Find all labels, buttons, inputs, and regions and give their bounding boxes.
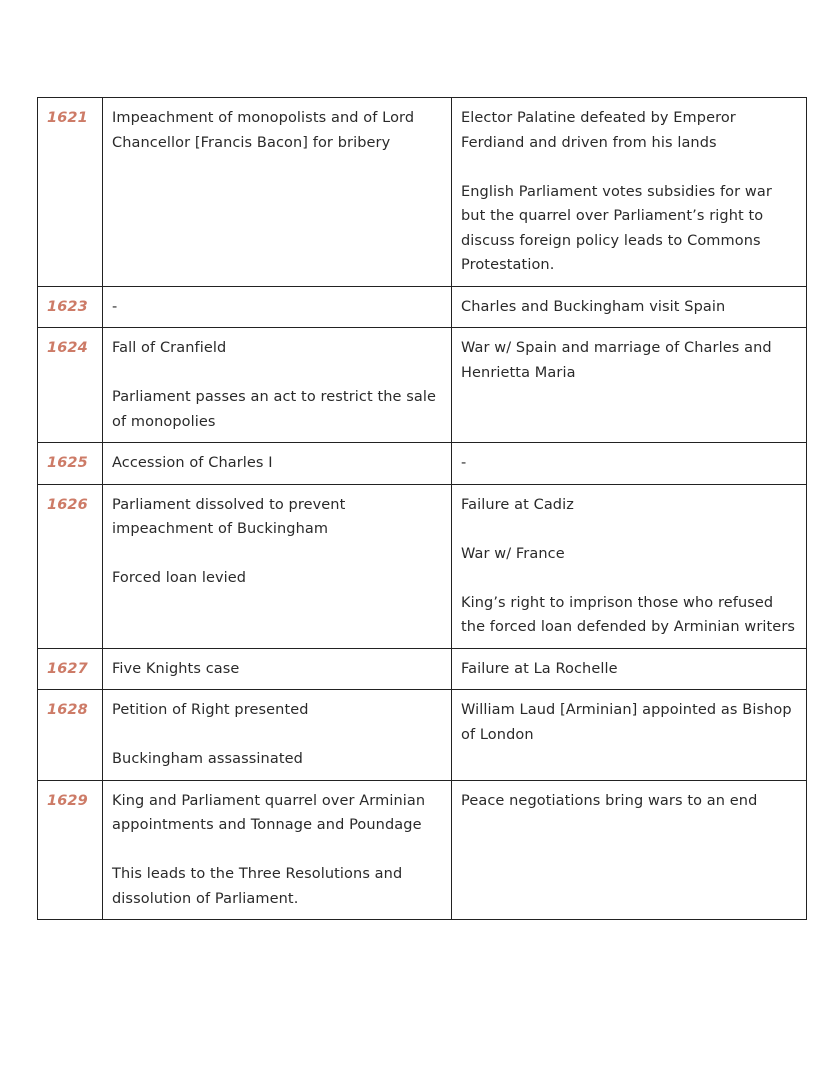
event-text: This leads to the Three Resolutions and dissolution of Parliament. [112,866,403,907]
year-cell: 1621 [38,98,103,287]
table-row [38,286,807,328]
event-text: King’s right to imprison those who refused the forced loan defended by Arminian writers [461,594,796,635]
event-text: War w/ Spain and marriage of Charles and Henrietta Maria [461,340,772,381]
year-cell: 1627 [38,648,103,690]
event-text: King and Parliament quarrel over Arminian appointments and Tonnage and Poundage [112,792,426,833]
year-cell: 1626 [38,484,103,648]
domestic-events-cell [103,780,452,920]
foreign-events-cell [452,690,807,781]
year-cell: 1625 [38,443,103,485]
foreign-events-cell [452,443,807,485]
event-text: William Laud [Arminian] appointed as Bishop of London [461,702,792,743]
year-cell: 1629 [38,780,103,920]
table-row [38,328,807,443]
table-row [38,98,807,287]
event-text: Impeachment of monopolists and of Lord Chancellor [Francis Bacon] for bribery [112,110,415,151]
event-text: Buckingham assassinated [112,751,303,767]
event-text: Parliament passes an act to restrict the sale of monopolies [112,389,437,430]
event-text: Elector Palatine defeated by Emperor Ferdiand and driven from his lands [461,110,736,151]
event-text: - [461,455,467,471]
event-text: Parliament dissolved to prevent impeachment of Buckingham [112,496,346,537]
foreign-events-cell [452,286,807,328]
domestic-events-cell [103,443,452,485]
year-cell: 1624 [38,328,103,443]
domestic-events-cell [103,648,452,690]
domestic-events-cell [103,690,452,781]
event-text: Failure at Cadiz [461,496,574,513]
event-text: Fall of Cranfield [112,340,227,356]
event-text: Accession of Charles I [112,455,273,471]
year-cell: 1623 [38,286,103,328]
event-text: Petition of Right presented [112,702,309,718]
event-text: English Parliament votes subsidies for war but the quarrel over Parliament’s right to discuss foreign policy leads to Commons Protestation. [461,183,772,273]
event-text: Peace negotiations bring wars to an end [461,792,758,809]
event-text: War w/ France [461,545,565,562]
event-text: Forced loan levied [112,570,247,586]
foreign-events-cell [452,648,807,690]
table-row [38,648,807,690]
domestic-events-cell [103,98,452,287]
table-row [38,443,807,485]
event-text: Failure at La Rochelle [461,660,618,677]
table-row [38,484,807,648]
table-row [38,690,807,781]
timeline-table [37,97,807,920]
foreign-events-cell [452,484,807,648]
event-text: Five Knights case [112,660,240,677]
year-cell: 1628 [38,690,103,781]
event-text: - [112,298,118,315]
foreign-events-cell [452,98,807,287]
table-row [38,780,807,920]
domestic-events-cell [103,328,452,443]
foreign-events-cell [452,780,807,920]
foreign-events-cell [452,328,807,443]
domestic-events-cell [103,286,452,328]
domestic-events-cell [103,484,452,648]
event-text: Charles and Buckingham visit Spain [461,298,726,315]
